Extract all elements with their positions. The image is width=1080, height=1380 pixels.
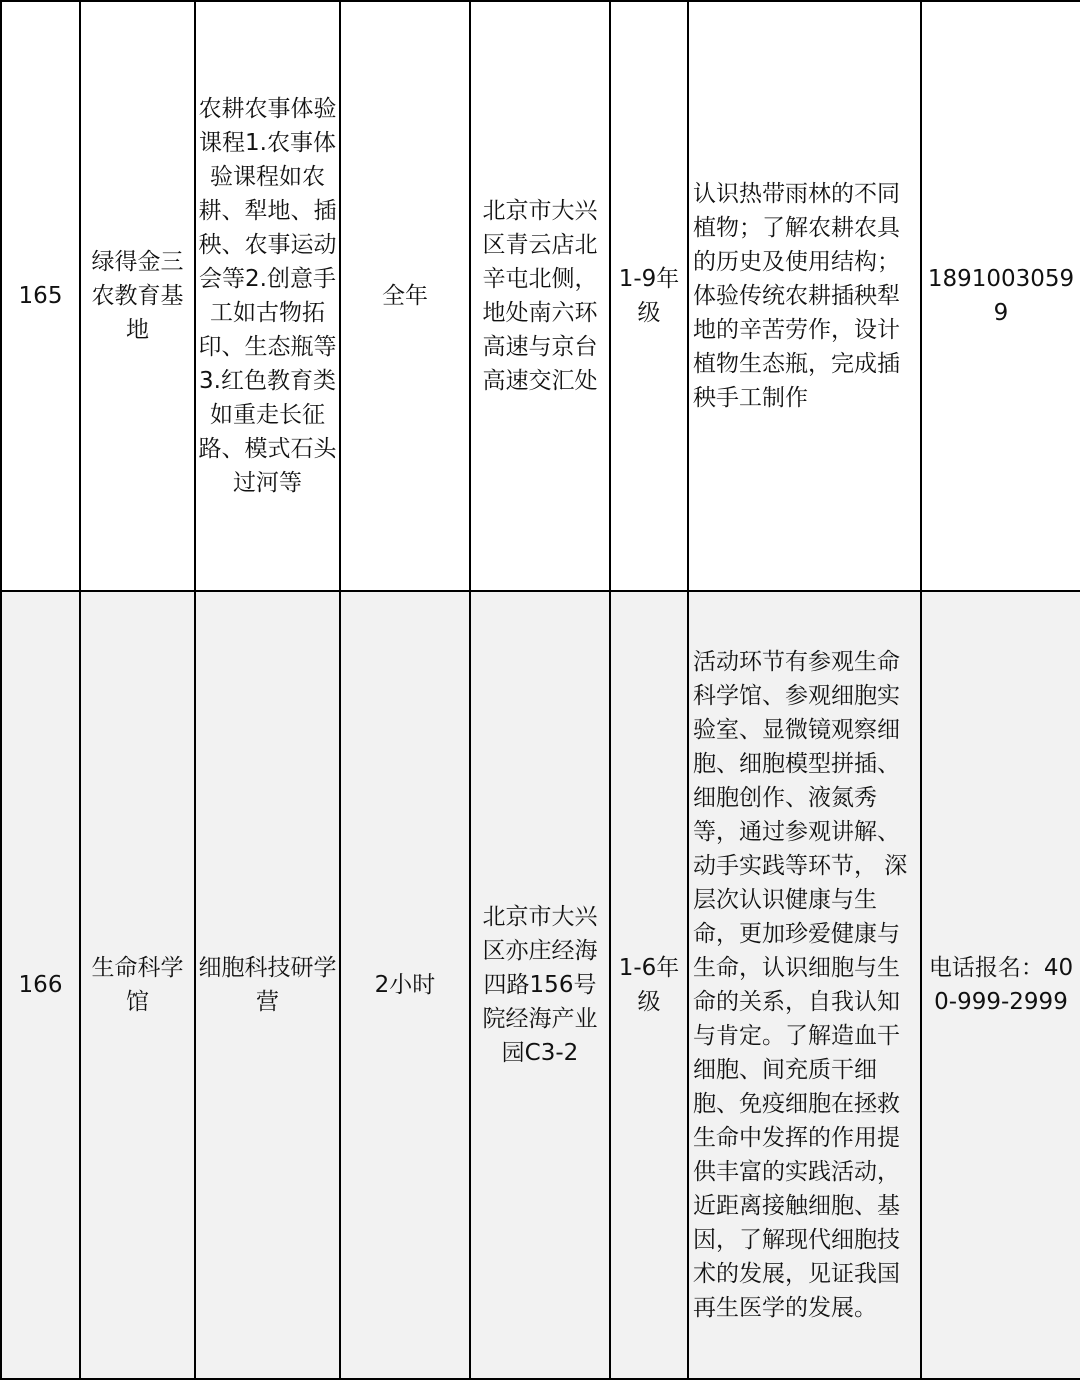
venue-name: 生命科学馆 [80,591,195,1379]
table-row [1,1,1080,591]
row-number: 165 [1,1,80,591]
duration: 全年 [340,1,470,591]
grade-range: 1-9年级 [610,1,688,591]
contact: 18910030599 [921,1,1080,591]
address: 北京市大兴区亦庄经海四路156号院经海产业园C3-2 [470,591,610,1379]
venue-name: 绿得金三农教育基地 [80,1,195,591]
row-number: 166 [1,591,80,1379]
contact: 电话报名：400-999-2999 [921,591,1080,1379]
course-content: 细胞科技研学营 [195,591,340,1379]
grade-range: 1-6年级 [610,591,688,1379]
table-row [1,591,1080,1379]
course-content: 农耕农事体验课程1.农事体验课程如农耕、犁地、插秧、农事运动会等2.创意手工如古物拓印、生态瓶等3.红色教育类如重走长征路、模式石头过河等 [195,1,340,591]
activity-description: 活动环节有参观生命科学馆、参观细胞实验室、显微镜观察细胞、细胞模型拼插、细胞创作、液氮秀等，通过参观讲解、动手实践等环节， 深层次认识健康与生命，更加珍爱健康与生命，认识细胞与生命的关系，自我认知与肯定。了解造血干细胞、间充质干细胞、免疫细胞在拯救生命中发挥的作用提供丰富的实践活动，近距离接触细胞、基因，了解现代细胞技术的发展，见证我国再生医学的发展。 [688,591,921,1379]
address: 北京市大兴区青云店北辛屯北侧，地处南六环高速与京台高速交汇处 [470,1,610,591]
activity-description: 认识热带雨林的不同植物；了解农耕农具的历史及使用结构；体验传统农耕插秧犁地的辛苦劳作，设计植物生态瓶，完成插秧手工制作 [688,1,921,591]
duration: 2小时 [340,591,470,1379]
